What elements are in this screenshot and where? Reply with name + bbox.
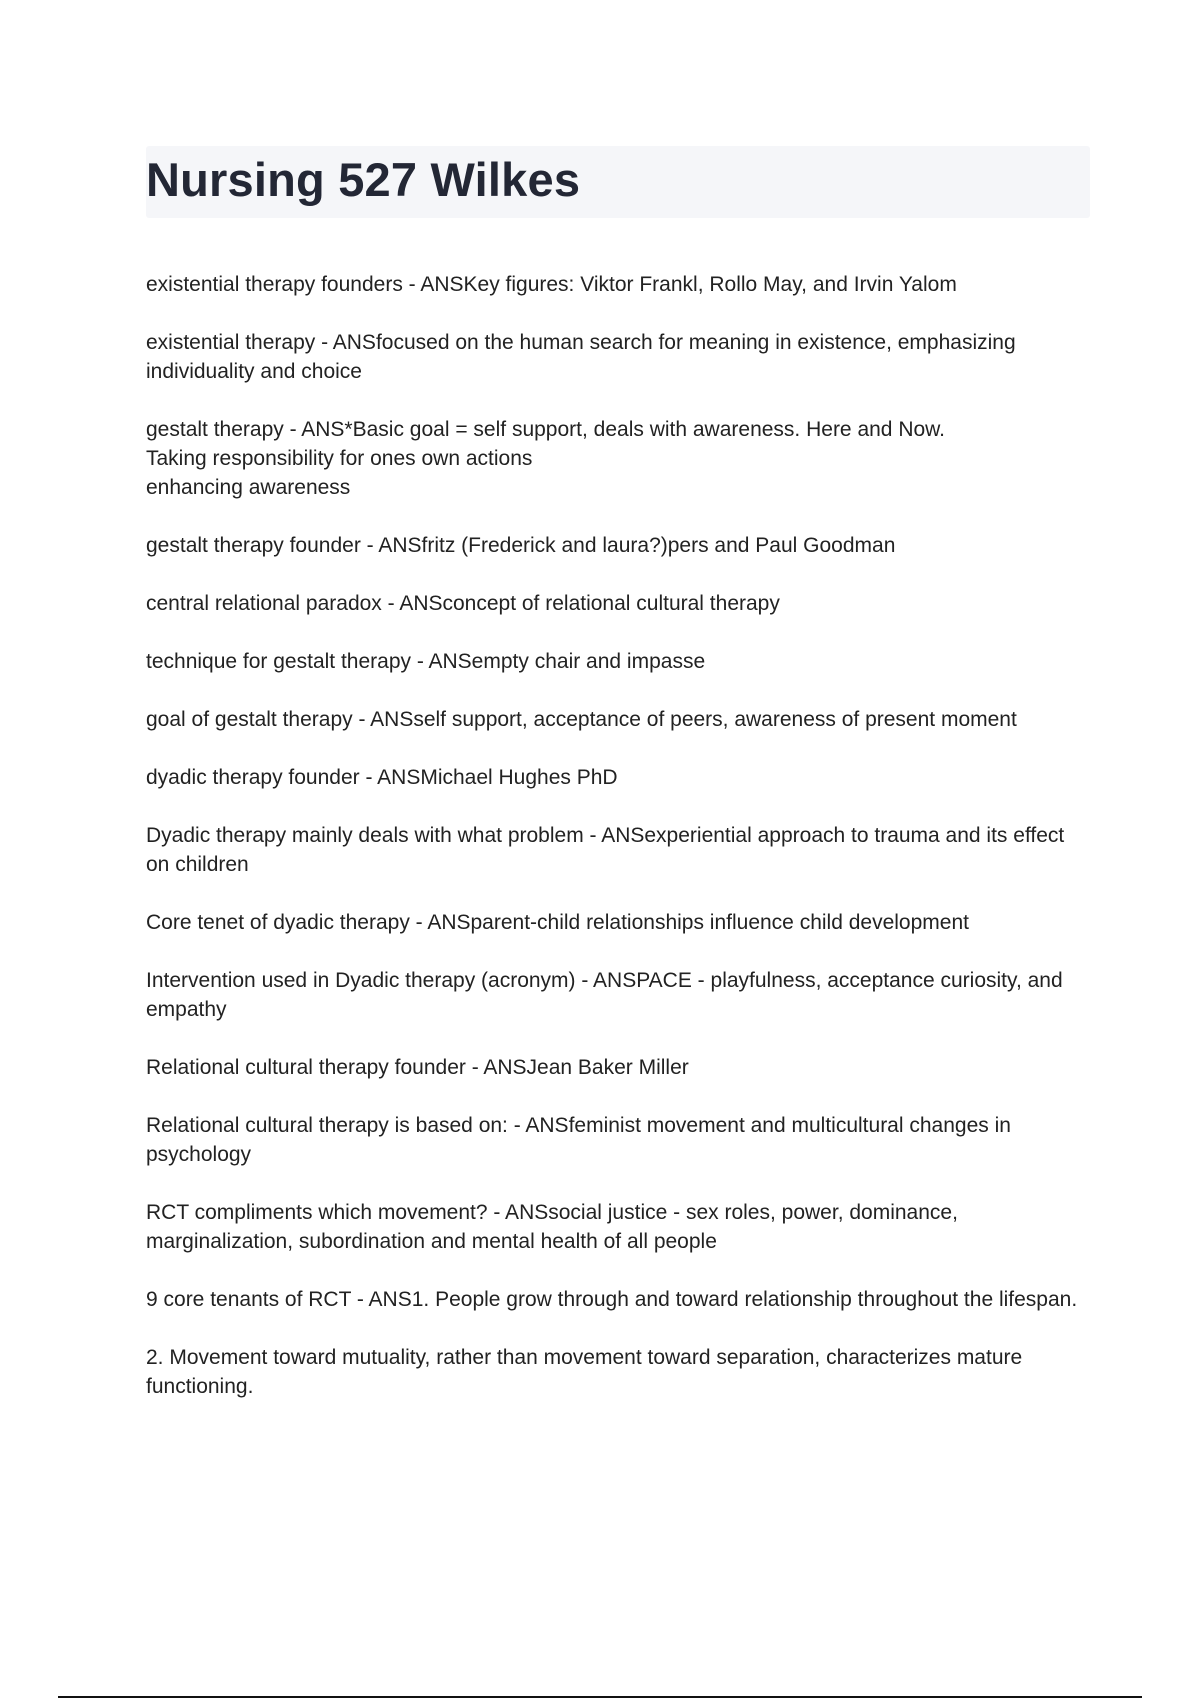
list-item: dyadic therapy founder - ANSMichael Hughes PhD bbox=[146, 766, 618, 789]
list-item: central relational paradox - ANSconcept of relational cultural therapy bbox=[146, 592, 780, 615]
title-band bbox=[146, 146, 1090, 218]
list-item: goal of gestalt therapy - ANSself support, acceptance of peers, awareness of present moment bbox=[146, 708, 1017, 731]
list-item: 9 core tenants of RCT - ANS1. People grow through and toward relationship throughout the lifespan. bbox=[146, 1288, 1078, 1311]
list-item: technique for gestalt therapy - ANSempty chair and impasse bbox=[146, 650, 706, 673]
list-item: Dyadic therapy mainly deals with what problem - ANSexperiential approach to trauma and its effect on children bbox=[146, 824, 1065, 876]
list-item: existential therapy founders - ANSKey figures: Viktor Frankl, Rollo May, and Irvin Yalom bbox=[146, 273, 957, 296]
list-item: RCT compliments which movement? - ANSsocial justice - sex roles, power, dominance, marginalization, subordination and mental health of all people bbox=[146, 1201, 958, 1253]
footer-divider bbox=[58, 1696, 1142, 1698]
list-item: Relational cultural therapy is based on: - ANSfeminist movement and multicultural changes in psychology bbox=[146, 1114, 1011, 1166]
page-title: Nursing 527 Wilkes bbox=[146, 153, 581, 206]
list-item: gestalt therapy - ANS*Basic goal = self support, deals with awareness. Here and Now. Taking responsibility for ones own actions enhancing awareness bbox=[146, 418, 946, 499]
list-item: Intervention used in Dyadic therapy (acronym) - ANSPACE - playfulness, acceptance curiosity, and empathy bbox=[146, 969, 1063, 1021]
list-item: 2. Movement toward mutuality, rather than movement toward separation, characterizes mature functioning. bbox=[146, 1346, 1023, 1398]
list-item: Relational cultural therapy founder - ANSJean Baker Miller bbox=[146, 1056, 689, 1079]
list-item: Core tenet of dyadic therapy - ANSparent-child relationships influence child development bbox=[146, 911, 969, 934]
list-item: gestalt therapy founder - ANSfritz (Frederick and laura?)pers and Paul Goodman bbox=[146, 534, 896, 557]
list-item: existential therapy - ANSfocused on the human search for meaning in existence, emphasizing individuality and choice bbox=[146, 331, 1016, 383]
entries-list bbox=[146, 270, 1090, 1430]
